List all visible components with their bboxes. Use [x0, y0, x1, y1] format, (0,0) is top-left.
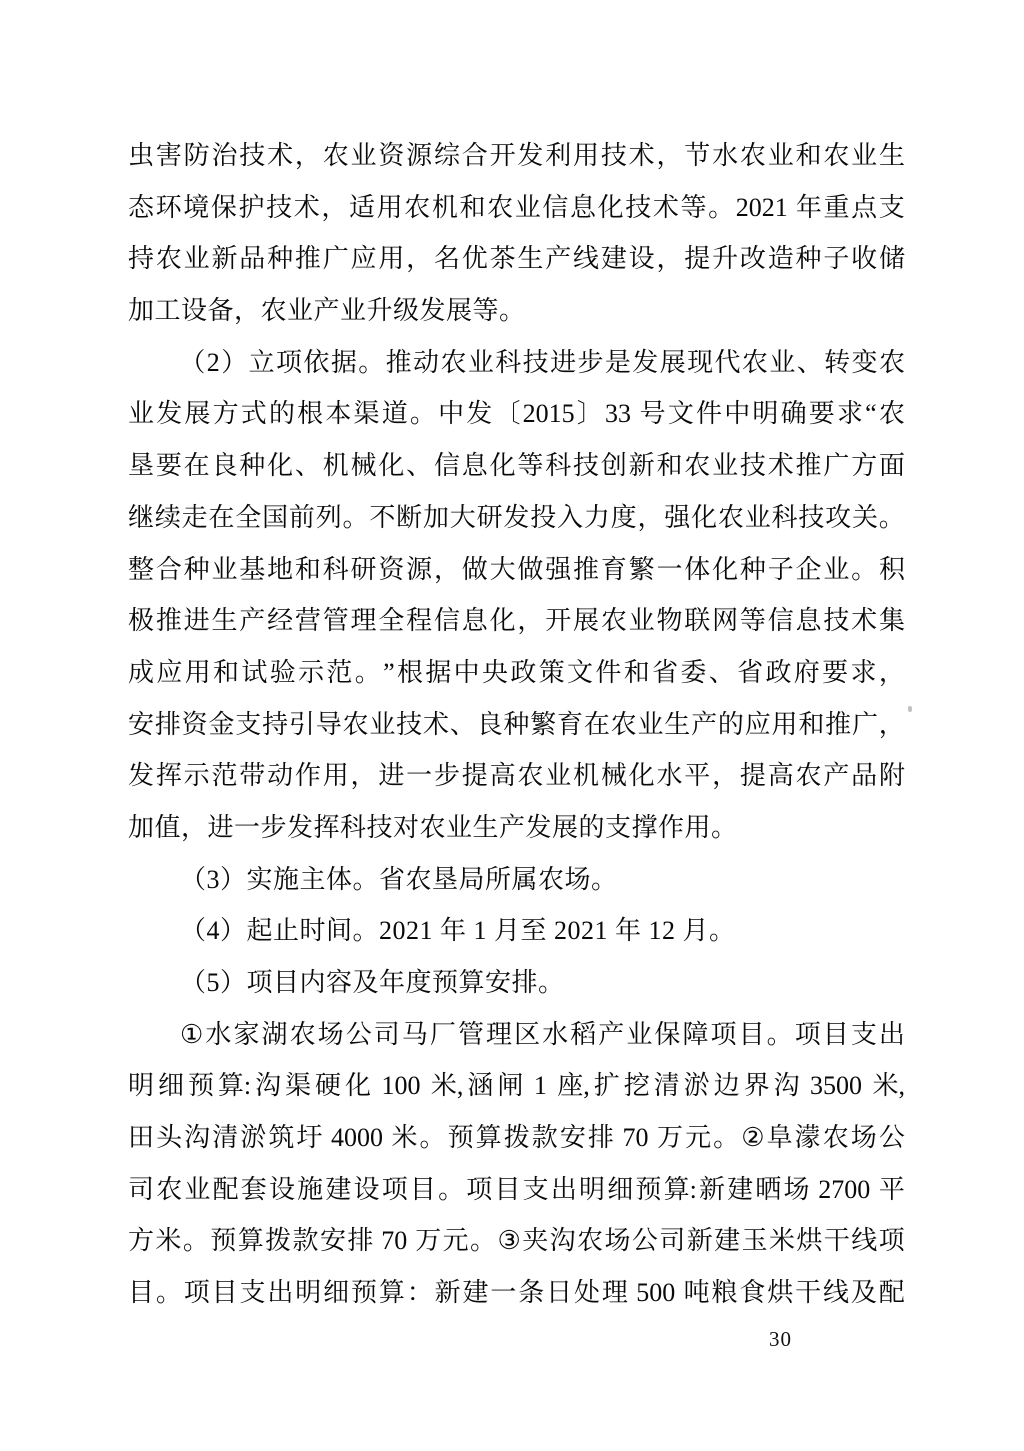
text-line: 态 环 境 保 护 技 术 ， 适 用 农 机 和 农 业 信 息 化 技 术 等 。 2021 年 重 点 支	[128, 192, 905, 222]
text-line: 整 合 种 业 基 地 和 科 研 资 源 ， 做 大 做 强 推 育 繁 一 体 化 种 子 企 业 。 积	[128, 554, 905, 584]
text-line: （ 2 ） 立 项 依 据 。 推 动 农 业 科 技 进 步 是 发 展 现 代 农 业 、 转 变 农	[128, 337, 905, 389]
text-line: ① 水 家 湖 农 场 公 司 马 厂 管 理 区 水 稻 产 业 保 障 项 目 。 项 目 支 出	[128, 1009, 905, 1061]
text-line: 业 发 展 方 式 的 根 本 渠 道 。 中 发 〔 2015 〕 33 号 文 件 中 明 确 要 求 “ 农	[128, 399, 905, 429]
paragraph-indent	[128, 1042, 178, 1043]
page-number: 30	[769, 1327, 792, 1351]
text-line: 垦 要 在 良 种 化 、 机 械 化 、 信 息 化 等 科 技 创 新 和 农 业 技 术 推 广 方 面	[128, 451, 905, 481]
body-text	[128, 130, 905, 1319]
text-line: 虫 害 防 治 技 术 ， 农 业 资 源 综 合 开 发 利 用 技 术 ， 节 水 农 业 和 农 业 生	[128, 141, 905, 170]
text-line: 安 排 资 金 支 持 引 导 农 业 技 术 、 良 种 繁 育 在 农 业 生 产 的 应 用 和 推 广 ，	[128, 709, 905, 739]
text-line: 发 挥 示 范 带 动 作 用 ， 进 一 步 提 高 农 业 机 械 化 水 平 ， 提 高 农 产 品 附	[128, 761, 905, 791]
scan-artifact-dot	[908, 706, 912, 712]
text-line: 司 农 业 配 套 设 施 建 设 项 目 。 项 目 支 出 明 细 预 算: 新 建 晒 场 2700 平	[128, 1174, 905, 1204]
text-line: 加工设备，农业产业升级发展等。	[128, 296, 526, 326]
text-line: 加值，进一步发挥科技对农业生产发展的支撑作用。	[128, 812, 738, 842]
text-line: 成 应 用 和 试 验 示 范 。 ” 根 据 中 央 政 策 文 件 和 省 委 、 省 政 府 要 求 ，	[128, 657, 905, 687]
text-line: 明 细 预 算: 沟 渠 硬 化 100 米, 涵 闸 1 座, 扩 挖 清 淤 边 界 沟 3500 米,	[128, 1071, 905, 1101]
text-line: （3）实施主体。省农垦局所属农场。	[180, 864, 618, 894]
text-line: 方 米 。 预 算 拨 款 安 排 70 万 元 。 ③ 夹 沟 农 场 公 司 新 建 玉 米 烘 干 线 项	[128, 1226, 905, 1256]
text-line: （4）起止时间。2021 年 1 月至 2021 年 12 月。	[180, 916, 736, 946]
text-line: 极 推 进 生 产 经 营 管 理 全 程 信 息 化 ， 开 展 农 业 物 联 网 等 信 息 技 术 集	[128, 606, 905, 636]
text-line: 田 头 沟 清 淤 筑 圩 4000 米 。 预 算 拨 款 安 排 70 万 元 。 ② 阜 濛 农 场 公	[128, 1123, 905, 1153]
paragraph-indent	[128, 370, 178, 371]
text-line: （5）项目内容及年度预算安排。	[180, 968, 565, 997]
text-line: 继 续 走 在 全 国 前 列 。 不 断 加 大 研 发 投 入 力 度 ， 强 化 农 业 科 技 攻 关 。	[128, 502, 905, 532]
text-line: 目 。 项 目 支 出 明 细 预 算 ： 新 建 一 条 日 处 理 500 吨 粮 食 烘 干 线 及 配	[128, 1278, 905, 1308]
text-line: 持 农 业 新 品 种 推 广 应 用 ， 名 优 茶 生 产 线 建 设 ， 提 升 改 造 种 子 收 储	[128, 244, 905, 274]
